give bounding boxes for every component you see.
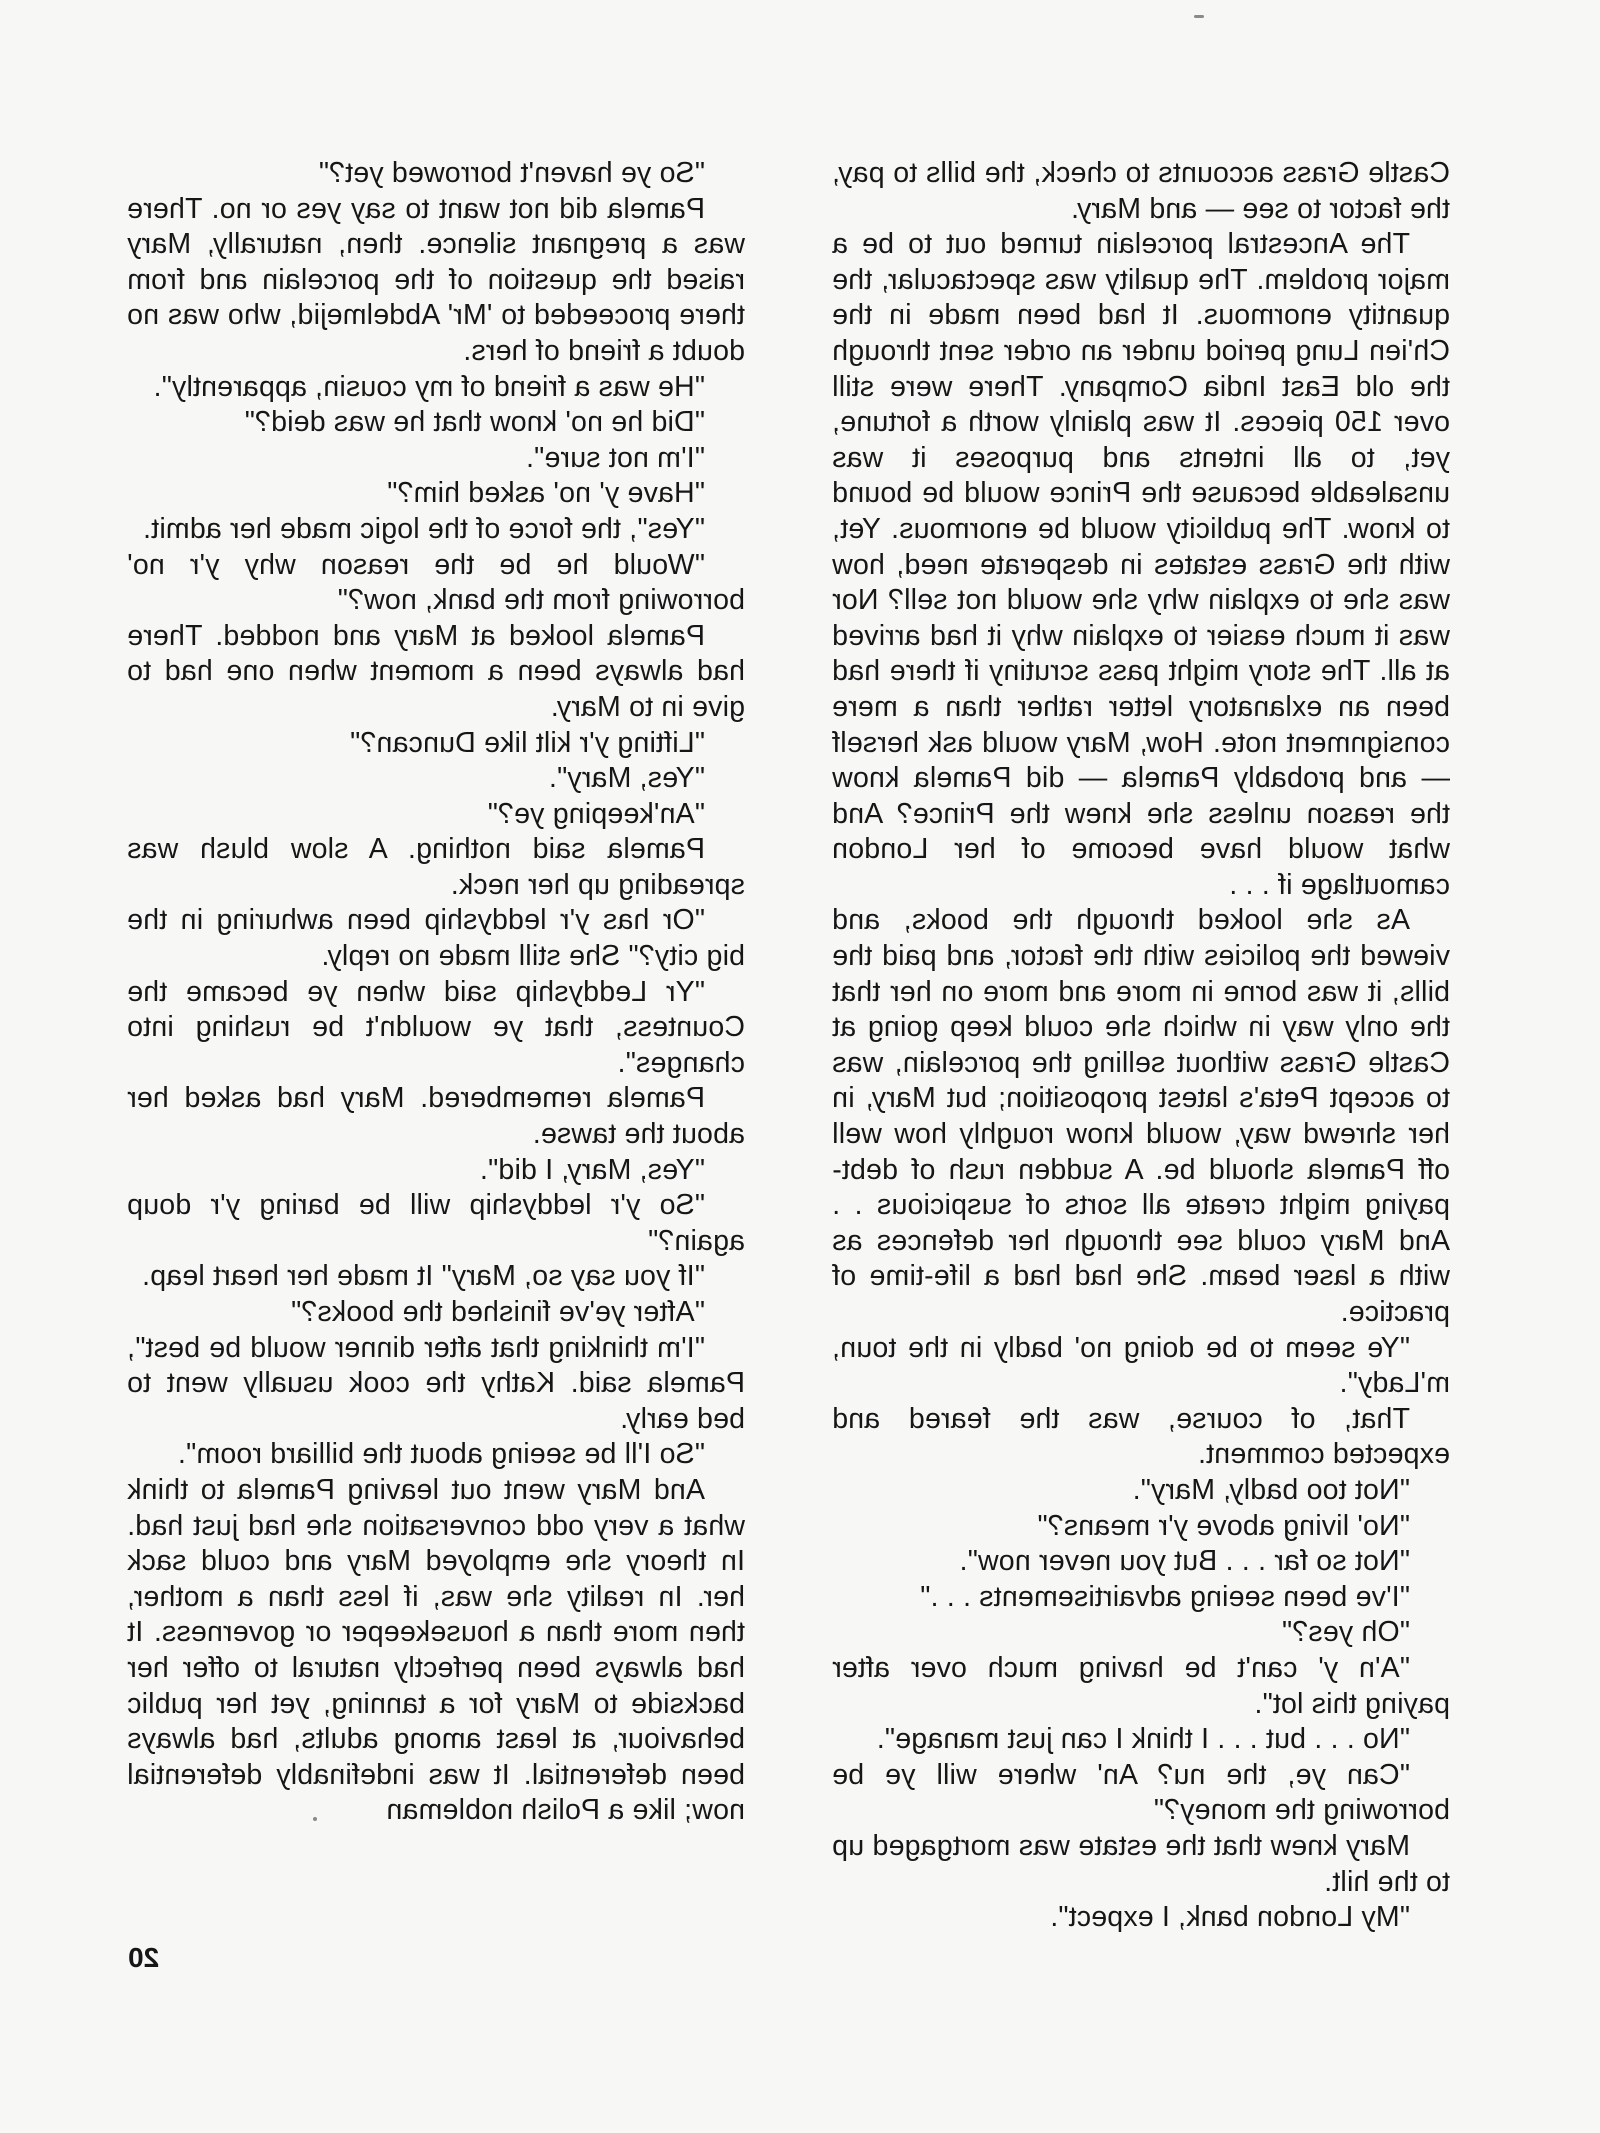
scan-speck xyxy=(313,1817,317,1821)
second-column-paragraph: "Yr Leddyship said when ye became the Countess, that ye wouldn't be rushing into changes". xyxy=(127,975,745,1079)
first-column-paragraph: Castle Grass accounts to check, the bills to pay, the factor to see — and Mary. xyxy=(832,157,1450,225)
first-column-paragraph: As she looked through the books, and viewed the policies with the factor, and paid the bills, it was borne in more and more on her that the only way in which she could keep going at Castle Grass without selling the porcelain, was to accept Peta's latest proposition; but Mary, in her shrewd way, would know roughly how well off Pamela should be. A sudden rush of debt-paying might create all sorts of suspicious . . And Mary could see through her defences as with a laser beam. She had had a life-time of practice. xyxy=(832,904,1450,1328)
second-text-column xyxy=(127,156,745,1829)
second-column-paragraph: "So y'r leddyship will be baring y'r doup again?" xyxy=(127,1189,745,1257)
page-number: 20 xyxy=(128,1942,160,1973)
second-column-paragraph: "Lifting y'r kilt like Duncan?" xyxy=(349,726,705,759)
second-column-paragraph: "He was a friend of my cousin, apparently". xyxy=(153,370,705,403)
second-column-paragraph: "I'm thinking that after dinner would be best", Pamela said. Kathy the cook usually went to bed early. xyxy=(127,1331,745,1435)
second-column-paragraph: Pamela did not want to say yes or no. There was a pregnant silence. then, naturally, Mary raised the question of the porcelain and from there proceeded to 'Mr' Abdelmejid, who was no doubt a friend of hers. xyxy=(127,192,745,367)
first-column-paragraph: That, of course, was the feared and expected comment. xyxy=(832,1402,1450,1471)
first-column-paragraph: "I've been seeing advairtisements . . ." xyxy=(920,1580,1410,1613)
first-column-paragraph: "No . . . but . . . I think I can just manage". xyxy=(876,1723,1410,1756)
first-column-paragraph: The Ancestral porcelain turned out to be a major problem. The quality was spectacular, the quantity enormous. It had been made in the Ch'ien Lung period under an order sent through the old East India Company. There were still over 150 pieces. It was plainly worth a fortune, yet, to all intents and purposes it was unsaleable because the Prince would be bound to know. The publicity would be enormous. Yet, with the Grass estates in desperate need, how was she to explain why she would not sell? Nor was it much easier to explain why it had arrived at all. The story might pass scrutiny if there had been an exlanatory letter rather than a mere consignment note. How, Mary would ask herself — and probably Pamela — did Pamela know the reason unless she knew the Prince? And what would have become of her London camoutlage if . . . xyxy=(832,228,1450,901)
first-column-paragraph: "A'n y' can't be having much over after paying this lot". xyxy=(832,1651,1450,1720)
second-column-paragraph: And Mary went out leaving Pamela to think what a very odd conversation she had just had. In theory she employed Mary and could sack her. In reality she was, if less than a mother, then more than a housekeeper or governess. It had always been perfectly natural to offer her backside to Mary for a tanning, yet her public behaviour, at least among adults, had always been deferential. It was indefinably deferential now; like a Polish nobleman xyxy=(127,1473,745,1827)
first-column-paragraph: "Not so far . . . But you never now". xyxy=(959,1545,1410,1578)
second-column-paragraph: "Yes, Mary". xyxy=(548,762,705,795)
first-column-paragraph: "Not too badly, Mary". xyxy=(1132,1473,1410,1506)
second-column-paragraph: Pamela looked at Mary and nodded. There had always been a moment when one had to give in to Mary. xyxy=(127,619,745,723)
second-column-paragraph: "So I'll be seeing about the billiard room". xyxy=(177,1438,705,1471)
second-column-paragraph: Pamela said nothing. A slow blush was spreading up her neck. xyxy=(127,833,745,901)
second-column-paragraph: "I'm not sure". xyxy=(525,441,705,474)
first-column-paragraph: "My London bank, I expect". xyxy=(1050,1901,1410,1934)
first-column-paragraph: "Oh yes?" xyxy=(1281,1616,1410,1649)
second-column-paragraph: "So ye haven't borrowed yet?" xyxy=(318,157,705,189)
first-column-paragraph: "Can ye, the nu? An' where will ye be borrowing the money?" xyxy=(832,1758,1450,1827)
second-column-paragraph: "Yes", the force of the logic made her admit. xyxy=(142,512,705,545)
first-column-paragraph: "No' living above y'r means?" xyxy=(1037,1509,1410,1542)
second-column-paragraph: Pamela remembered. Mary had asked her about the tawse. xyxy=(127,1082,745,1151)
second-column-paragraph: "If you say so, Mary" It made her heart leap. xyxy=(141,1260,705,1293)
second-column-paragraph: "Yes, Mary, I did". xyxy=(479,1153,705,1186)
second-column-paragraph: "An'keeping ye?" xyxy=(487,797,705,830)
second-column-paragraph: "Would he be the reason why y'r no' borrowing from the bank, now?" xyxy=(127,548,745,617)
scan-speck xyxy=(1194,15,1204,18)
second-column-paragraph: "After ye've finished the books?" xyxy=(290,1296,705,1328)
first-column-paragraph: "Ye seem to be doing no' badly in the toun, m'Lady". xyxy=(832,1331,1450,1400)
second-column-paragraph: "Did he no' know that he was deid?" xyxy=(244,406,705,439)
second-column-paragraph: "Or has y'r leddyship been awhuring in the big city?" She still made no reply. xyxy=(127,904,745,973)
first-column-paragraph: Mary knew that the estate was mortgaged up to the hilt. xyxy=(832,1829,1450,1898)
second-column-paragraph: "Have y' no' asked him?" xyxy=(387,477,705,510)
first-text-column xyxy=(832,156,1450,1936)
